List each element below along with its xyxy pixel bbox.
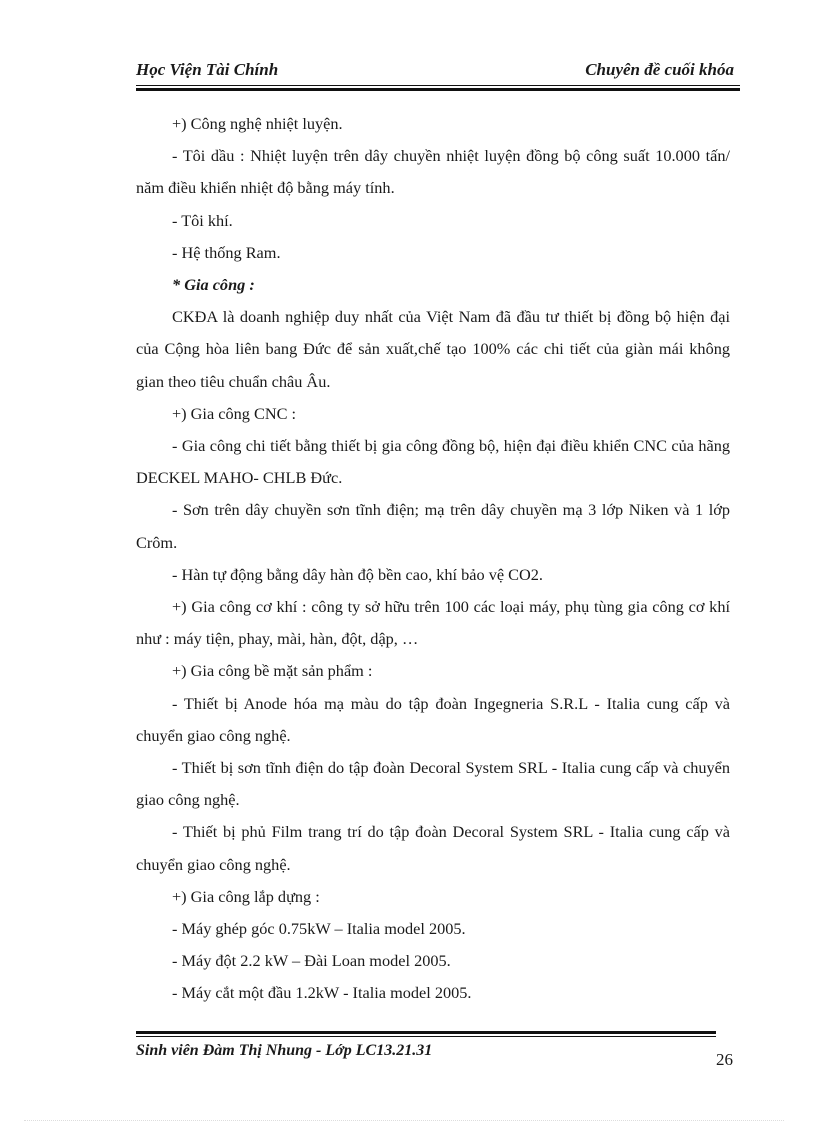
- page-number: 26: [716, 1050, 733, 1069]
- paragraph: +) Gia công cơ khí : công ty sở hữu trên 100 các loại máy, phụ tùng gia công cơ khí như : máy tiện, phay, mài, hàn, đột, dập, …: [136, 597, 730, 649]
- paragraph: - Thiết bị Anode hóa mạ màu do tập đoàn Ingegneria S.R.L - Italia cung cấp và chuyển giao công nghệ.: [136, 693, 730, 745]
- paragraph: - Tôi dầu : Nhiệt luyện trên dây chuyền nhiệt luyện đồng bộ công suất 10.000 tấn/ năm điều khiển nhiệt độ bằng máy tính.: [136, 146, 730, 198]
- header-rule-thin: [136, 85, 740, 86]
- paragraph: +) Gia công lắp dựng :: [172, 886, 320, 906]
- paragraph: +) Công nghệ nhiệt luyện.: [172, 114, 343, 133]
- paragraph: - Hệ thống Ram.: [172, 242, 281, 262]
- paragraph: - Thiết bị phủ Film trang trí do tập đoàn Decoral System SRL - Italia cung cấp và chuyển giao công nghệ.: [136, 822, 730, 874]
- paragraph: - Sơn trên dây chuyền sơn tĩnh điện; mạ trên dây chuyền mạ 3 lớp Niken và 1 lớp Crôm.: [136, 500, 730, 552]
- paragraph: - Gia công chi tiết bằng thiết bị gia công đồng bộ, hiện đại điều khiển CNC của hãng DECKEL MAHO- CHLB Đức.: [136, 436, 730, 488]
- paragraph: - Hàn tự động bằng dây hàn độ bền cao, khí bảo vệ CO2.: [172, 564, 543, 584]
- body-content: [136, 108, 730, 1010]
- paragraph: - Máy cắt một đầu 1.2kW - Italia model 2005.: [172, 983, 472, 1003]
- paragraph: - Máy ghép góc 0.75kW – Italia model 2005.: [172, 919, 466, 939]
- section-heading: * Gia công :: [172, 275, 255, 295]
- page-bottom-divider: [24, 1120, 784, 1121]
- page-header: [136, 60, 740, 84]
- paragraph: - Thiết bị sơn tĩnh điện do tập đoàn Decoral System SRL - Italia cung cấp và chuyển giao công nghệ.: [136, 758, 730, 810]
- paragraph: CKĐA là doanh nghiệp duy nhất của Việt Nam đã đầu tư thiết bị đồng bộ hiện đại của Cộng hòa liên bang Đức để sản xuất,chế tạo 100% các chi tiết của giàn mái không gian theo tiêu chuẩn châu Âu.: [136, 307, 730, 391]
- footer-rule-thick: [136, 1031, 716, 1034]
- paragraph: - Tôi khí.: [172, 210, 233, 230]
- footer-student-info: Sinh viên Đàm Thị Nhung - Lớp LC13.21.31: [136, 1042, 433, 1059]
- paragraph: +) Gia công CNC :: [172, 403, 297, 423]
- header-rule-thick: [136, 88, 740, 91]
- paragraph: - Máy đột 2.2 kW – Đài Loan model 2005.: [172, 951, 451, 971]
- paragraph: +) Gia công bề mặt sản phẩm :: [172, 661, 373, 681]
- footer-rule-thin: [136, 1036, 716, 1037]
- header-document-type: Chuyên đề cuối khóa: [585, 60, 734, 79]
- header-institution: Học Viện Tài Chính: [136, 60, 279, 79]
